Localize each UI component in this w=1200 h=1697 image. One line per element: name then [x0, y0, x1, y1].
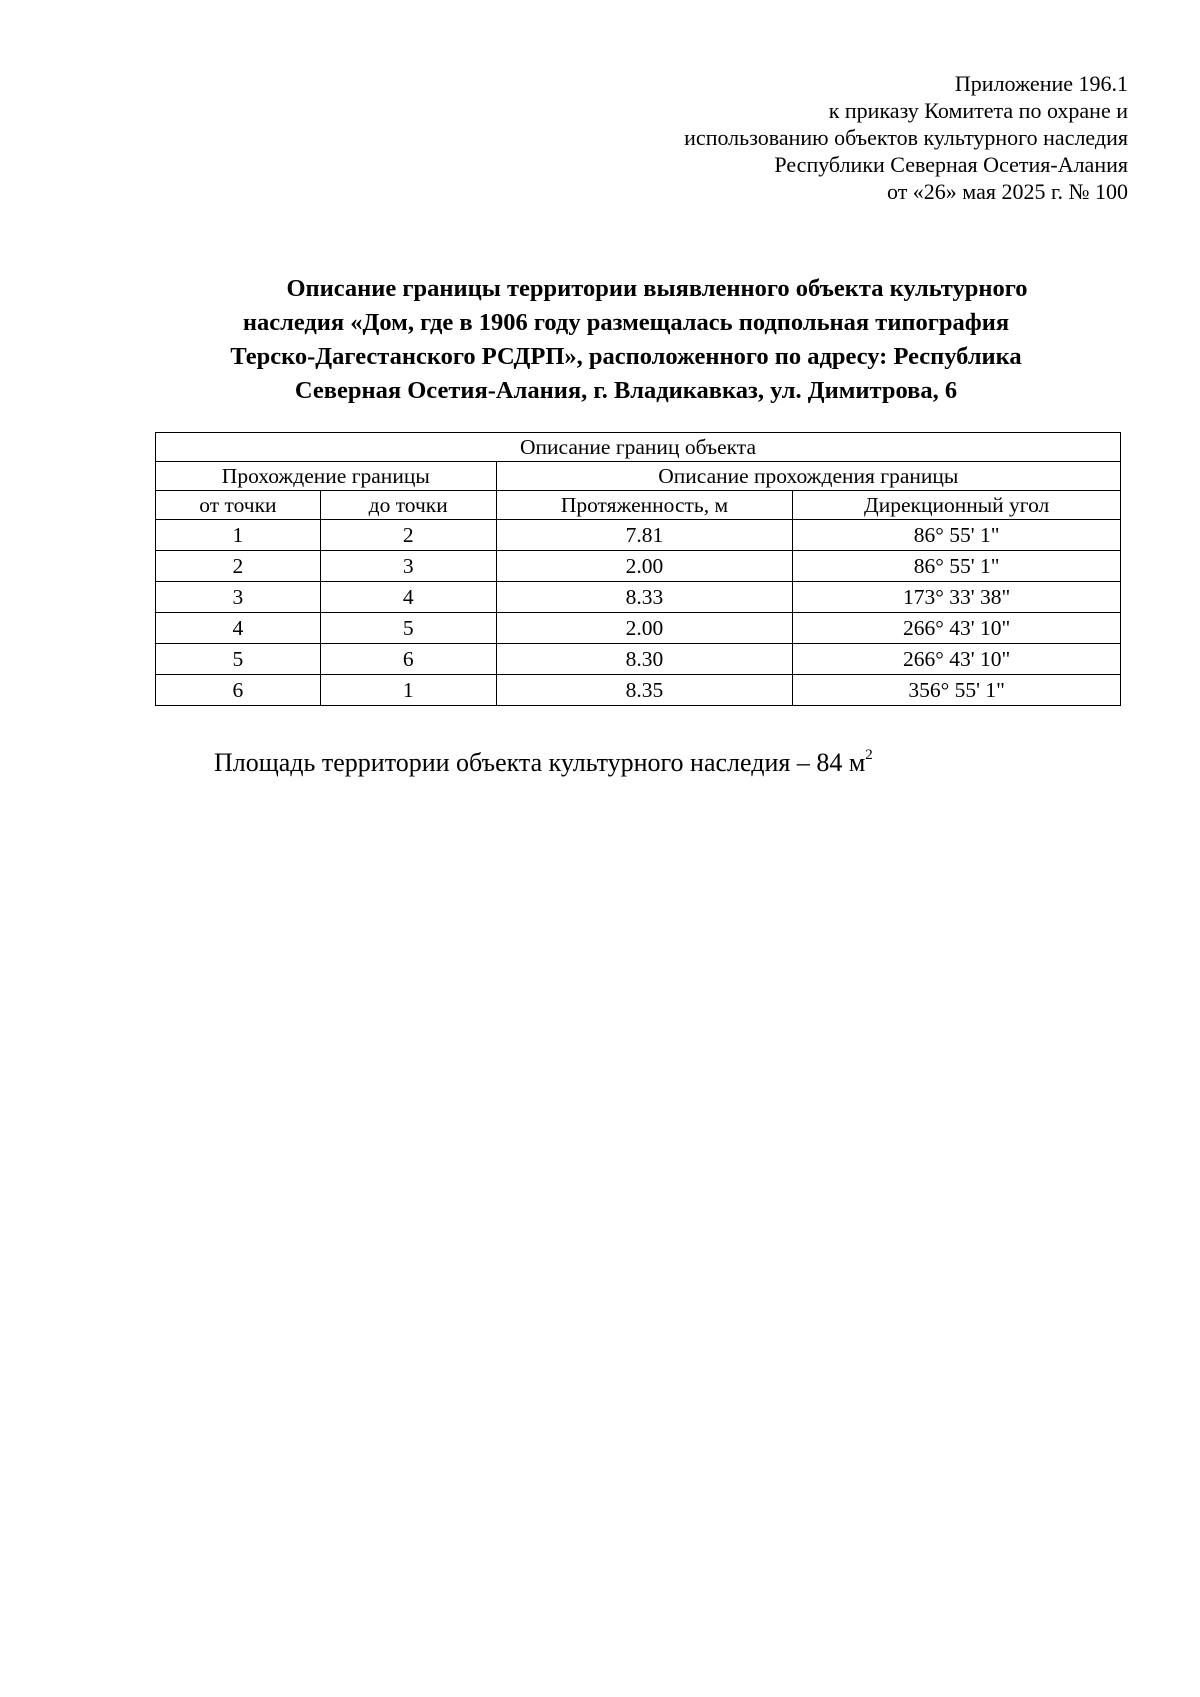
table-row — [156, 520, 1121, 551]
column-header-length: Протяженность, м — [496, 491, 793, 520]
table-column-header-row — [156, 491, 1121, 520]
table-row — [156, 644, 1121, 675]
cell-from: 2 — [156, 551, 321, 582]
cell-angle: 86° 55' 1" — [793, 551, 1121, 582]
appendix-line: от «26» мая 2025 г. № 100 — [886, 179, 1128, 204]
cell-length: 8.35 — [496, 675, 793, 706]
title-line: Терско-Дагестанского РСДРП», расположенного по адресу: Республика — [230, 343, 1022, 370]
cell-length: 7.81 — [496, 520, 793, 551]
title-line: наследия «Дом, где в 1906 году размещалась подпольная типография — [242, 309, 1010, 336]
appendix-line: использованию объектов культурного наследия — [684, 125, 1128, 150]
cell-angle: 86° 55' 1" — [793, 520, 1121, 551]
title-line: Описание границы территории выявленного объекта культурного — [286, 275, 1028, 302]
column-header-to: до точки — [320, 491, 496, 520]
table-row — [156, 613, 1121, 644]
cell-from: 6 — [156, 675, 321, 706]
table-row — [156, 582, 1121, 613]
table-row — [156, 551, 1121, 582]
cell-from: 4 — [156, 613, 321, 644]
group-header-passage: Прохождение границы — [156, 462, 497, 491]
cell-length: 2.00 — [496, 613, 793, 644]
title-line: Северная Осетия-Алания, г. Владикавказ, ул. Димитрова, 6 — [294, 377, 958, 404]
cell-from: 1 — [156, 520, 321, 551]
cell-from: 5 — [156, 644, 321, 675]
boundary-table — [155, 432, 1121, 706]
cell-angle: 266° 43' 10" — [793, 644, 1121, 675]
cell-angle: 173° 33' 38" — [793, 582, 1121, 613]
group-header-description: Описание прохождения границы — [496, 462, 1120, 491]
cell-length: 2.00 — [496, 551, 793, 582]
column-header-from: от точки — [156, 491, 321, 520]
document-title — [150, 272, 1102, 408]
appendix-line: Республики Северная Осетия-Алания — [774, 152, 1128, 177]
cell-angle: 356° 55' 1" — [793, 675, 1121, 706]
table-group-header-row — [156, 462, 1121, 491]
table-caption-row — [156, 433, 1121, 462]
area-unit-superscript: 2 — [865, 747, 873, 763]
area-statement — [214, 746, 873, 780]
appendix-line: Приложение 196.1 — [954, 71, 1128, 96]
area-text: Площадь территории объекта культурного наследия – 84 м — [214, 748, 866, 777]
cell-length: 8.33 — [496, 582, 793, 613]
cell-to: 2 — [320, 520, 496, 551]
cell-length: 8.30 — [496, 644, 793, 675]
cell-to: 1 — [320, 675, 496, 706]
cell-to: 6 — [320, 644, 496, 675]
cell-to: 5 — [320, 613, 496, 644]
cell-to: 4 — [320, 582, 496, 613]
cell-to: 3 — [320, 551, 496, 582]
appendix-block — [428, 70, 1128, 205]
cell-angle: 266° 43' 10" — [793, 613, 1121, 644]
column-header-angle: Дирекционный угол — [793, 491, 1121, 520]
appendix-line: к приказу Комитета по охране и — [828, 98, 1128, 123]
table-caption: Описание границ объекта — [156, 433, 1121, 462]
table-row — [156, 675, 1121, 706]
cell-from: 3 — [156, 582, 321, 613]
